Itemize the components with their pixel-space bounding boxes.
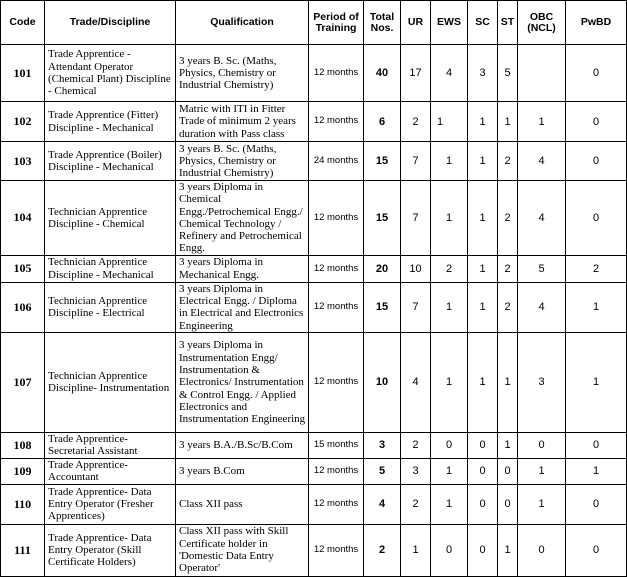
cell-trade: Technician Apprentice Discipline - Mechanical xyxy=(45,255,176,282)
cell-code: 107 xyxy=(1,332,45,432)
cell-pwbd: 1 xyxy=(566,282,627,332)
cell-code: 109 xyxy=(1,458,45,484)
cell-obc: 4 xyxy=(518,142,566,181)
cell-total: 20 xyxy=(364,255,401,282)
cell-trade: Trade Apprentice (Fitter) Discipline - Mechanical xyxy=(45,102,176,142)
table-row xyxy=(1,524,627,576)
cell-ews: 1 xyxy=(431,458,468,484)
cell-st: 1 xyxy=(498,332,518,432)
cell-ews: 1 xyxy=(431,102,468,142)
cell-ews: 1 xyxy=(431,181,468,256)
cell-ur: 1 xyxy=(401,524,431,576)
cell-st: 2 xyxy=(498,142,518,181)
table-row xyxy=(1,255,627,282)
cell-code: 105 xyxy=(1,255,45,282)
cell-code: 104 xyxy=(1,181,45,256)
cell-period: 12 months xyxy=(309,332,364,432)
cell-ews: 4 xyxy=(431,45,468,102)
cell-st: 2 xyxy=(498,255,518,282)
cell-qualification: 3 years B.Com xyxy=(176,458,309,484)
cell-trade: Trade Apprentice (Boiler) Discipline - Mechanical xyxy=(45,142,176,181)
cell-obc: 1 xyxy=(518,458,566,484)
cell-ur: 7 xyxy=(401,282,431,332)
cell-qualification: 3 years B. Sc. (Maths, Physics, Chemistry or Industrial Chemistry) xyxy=(176,45,309,102)
header-ur: UR xyxy=(401,1,431,45)
cell-period: 24 months xyxy=(309,142,364,181)
cell-total: 15 xyxy=(364,282,401,332)
cell-period: 12 months xyxy=(309,45,364,102)
table-row xyxy=(1,432,627,458)
table-row xyxy=(1,142,627,181)
cell-ur: 3 xyxy=(401,458,431,484)
cell-trade: Trade Apprentice- Secretarial Assistant xyxy=(45,432,176,458)
cell-st: 5 xyxy=(498,45,518,102)
cell-st: 2 xyxy=(498,181,518,256)
cell-total: 10 xyxy=(364,332,401,432)
cell-total: 4 xyxy=(364,484,401,524)
cell-period: 12 months xyxy=(309,282,364,332)
cell-pwbd: 0 xyxy=(566,181,627,256)
cell-code: 101 xyxy=(1,45,45,102)
cell-pwbd: 1 xyxy=(566,458,627,484)
cell-ur: 2 xyxy=(401,432,431,458)
cell-st: 1 xyxy=(498,432,518,458)
cell-sc: 1 xyxy=(468,102,498,142)
header-row xyxy=(1,1,627,45)
cell-total: 15 xyxy=(364,181,401,256)
cell-qualification: 3 years B.A./B.Sc/B.Com xyxy=(176,432,309,458)
header-qualification: Qualification xyxy=(176,1,309,45)
cell-pwbd: 2 xyxy=(566,255,627,282)
cell-pwbd: 0 xyxy=(566,102,627,142)
cell-total: 2 xyxy=(364,524,401,576)
cell-sc: 0 xyxy=(468,524,498,576)
cell-period: 12 months xyxy=(309,102,364,142)
cell-obc: 4 xyxy=(518,181,566,256)
cell-st: 1 xyxy=(498,524,518,576)
cell-total: 5 xyxy=(364,458,401,484)
cell-st: 1 xyxy=(498,102,518,142)
cell-sc: 1 xyxy=(468,181,498,256)
header-ews: EWS xyxy=(431,1,468,45)
cell-qualification: 3 years Diploma in Chemical Engg./Petrochemical Engg./ Chemical Technology / Refinery and Petrochemical Engg. xyxy=(176,181,309,256)
cell-qualification: 3 years Diploma in Instrumentation Engg/ Instrumentation & Electronics/ Instrumentation & Control Engg. / Applied Electronics and Instrumentation Engineering xyxy=(176,332,309,432)
cell-pwbd: 0 xyxy=(566,45,627,102)
cell-obc: 3 xyxy=(518,332,566,432)
cell-ur: 2 xyxy=(401,102,431,142)
cell-total: 3 xyxy=(364,432,401,458)
cell-ur: 10 xyxy=(401,255,431,282)
cell-ews: 1 xyxy=(431,332,468,432)
cell-code: 106 xyxy=(1,282,45,332)
cell-trade: Technician Apprentice Discipline - Chemical xyxy=(45,181,176,256)
cell-ews: 1 xyxy=(431,142,468,181)
cell-ews: 1 xyxy=(431,484,468,524)
cell-total: 15 xyxy=(364,142,401,181)
cell-sc: 3 xyxy=(468,45,498,102)
header-obc: OBC (NCL) xyxy=(518,1,566,45)
cell-sc: 1 xyxy=(468,282,498,332)
table-row xyxy=(1,45,627,102)
cell-total: 40 xyxy=(364,45,401,102)
cell-pwbd: 0 xyxy=(566,142,627,181)
cell-obc: 1 xyxy=(518,484,566,524)
cell-ews: 0 xyxy=(431,524,468,576)
cell-period: 12 months xyxy=(309,524,364,576)
cell-ews: 1 xyxy=(431,282,468,332)
cell-obc xyxy=(518,45,566,102)
cell-st: 0 xyxy=(498,458,518,484)
cell-pwbd: 0 xyxy=(566,484,627,524)
cell-sc: 0 xyxy=(468,432,498,458)
cell-ur: 2 xyxy=(401,484,431,524)
header-sc: SC xyxy=(468,1,498,45)
cell-obc: 4 xyxy=(518,282,566,332)
cell-code: 102 xyxy=(1,102,45,142)
header-trade: Trade/Discipline xyxy=(45,1,176,45)
header-period: Period of Training xyxy=(309,1,364,45)
cell-ews: 0 xyxy=(431,432,468,458)
cell-ur: 7 xyxy=(401,181,431,256)
header-st: ST xyxy=(498,1,518,45)
cell-st: 0 xyxy=(498,484,518,524)
cell-ur: 7 xyxy=(401,142,431,181)
cell-period: 15 months xyxy=(309,432,364,458)
cell-ews: 2 xyxy=(431,255,468,282)
cell-trade: Technician Apprentice Discipline - Electrical xyxy=(45,282,176,332)
cell-period: 12 months xyxy=(309,458,364,484)
cell-obc: 1 xyxy=(518,102,566,142)
cell-period: 12 months xyxy=(309,181,364,256)
cell-period: 12 months xyxy=(309,255,364,282)
cell-trade: Trade Apprentice- Data Entry Operator (Skill Certificate Holders) xyxy=(45,524,176,576)
cell-pwbd: 0 xyxy=(566,432,627,458)
cell-qualification: Matric with ITI in Fitter Trade of minimum 2 years duration with Pass class xyxy=(176,102,309,142)
table-row xyxy=(1,332,627,432)
cell-sc: 0 xyxy=(468,458,498,484)
cell-st: 2 xyxy=(498,282,518,332)
cell-sc: 1 xyxy=(468,332,498,432)
header-code: Code xyxy=(1,1,45,45)
cell-obc: 0 xyxy=(518,524,566,576)
cell-sc: 1 xyxy=(468,142,498,181)
cell-trade: Technician Apprentice Discipline- Instrumentation xyxy=(45,332,176,432)
cell-qualification: 3 years Diploma in Mechanical Engg. xyxy=(176,255,309,282)
cell-code: 110 xyxy=(1,484,45,524)
table-row xyxy=(1,458,627,484)
cell-pwbd: 1 xyxy=(566,332,627,432)
cell-code: 103 xyxy=(1,142,45,181)
cell-period: 12 months xyxy=(309,484,364,524)
cell-code: 108 xyxy=(1,432,45,458)
cell-ur: 17 xyxy=(401,45,431,102)
header-total: Total Nos. xyxy=(364,1,401,45)
cell-sc: 0 xyxy=(468,484,498,524)
cell-obc: 0 xyxy=(518,432,566,458)
table-row xyxy=(1,181,627,256)
cell-trade: Trade Apprentice- Accountant xyxy=(45,458,176,484)
cell-ur: 4 xyxy=(401,332,431,432)
cell-sc: 1 xyxy=(468,255,498,282)
cell-qualification: 3 years Diploma in Electrical Engg. / Diploma in Electrical and Electronics Engineering xyxy=(176,282,309,332)
cell-qualification: 3 years B. Sc. (Maths, Physics, Chemistry or Industrial Chemistry) xyxy=(176,142,309,181)
table-row xyxy=(1,282,627,332)
cell-qualification: Class XII pass with Skill Certificate holder in 'Domestic Data Entry Operator' xyxy=(176,524,309,576)
table-row xyxy=(1,102,627,142)
cell-pwbd: 0 xyxy=(566,524,627,576)
cell-trade: Trade Apprentice - Attendant Operator (Chemical Plant) Discipline - Chemical xyxy=(45,45,176,102)
cell-qualification: Class XII pass xyxy=(176,484,309,524)
cell-code: 111 xyxy=(1,524,45,576)
header-pwbd: PwBD xyxy=(566,1,627,45)
cell-total: 6 xyxy=(364,102,401,142)
table-row xyxy=(1,484,627,524)
cell-trade: Trade Apprentice- Data Entry Operator (Fresher Apprentices) xyxy=(45,484,176,524)
cell-obc: 5 xyxy=(518,255,566,282)
